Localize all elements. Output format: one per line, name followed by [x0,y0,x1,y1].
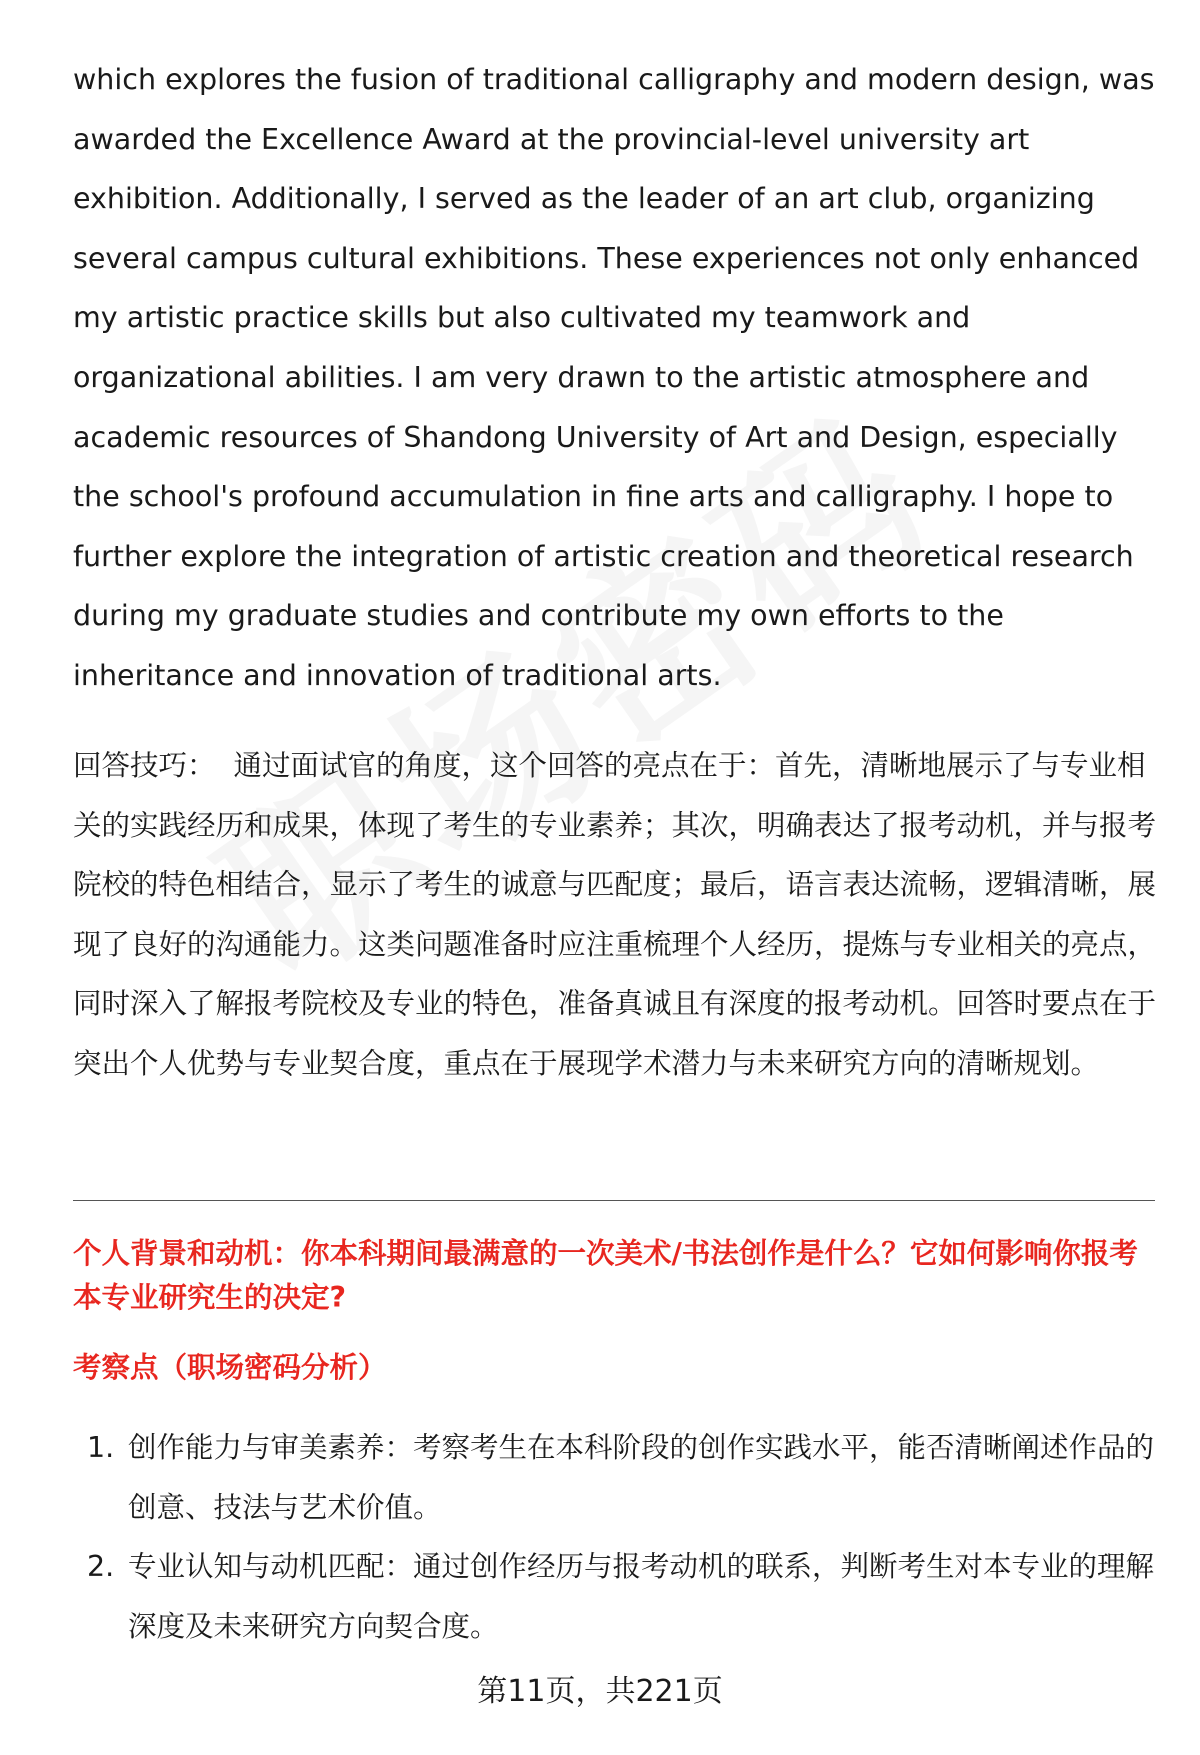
answer-tips-label: 回答技巧： [73,749,216,782]
list-item-number: 1. [87,1431,115,1464]
list-item [73,1418,1158,1537]
answer-tips-paragraph [73,736,1158,1094]
list-item [73,1537,1158,1656]
answer-paragraph-english: which explores the fusion of traditional calligraphy and modern design, was awarded the Excellence Award at the provincial-level university art exhibition. Additionally, I served as the leader of an art club, organizing several campus cultural exhibitions. These experiences not only enhanced my artistic practice skills but also cultivated my teamwork and organizational abilities. I am very drawn to the artistic atmosphere and academic resources of Shandong University of Art and Design, especially the school's profound accumulation in fine arts and calligraphy. I hope to further explore the integration of artistic creation and theoretical research during my graduate studies and contribute my own efforts to the inheritance and innovation of traditional arts. [73,63,1155,692]
assessment-points-heading: 考察点（职场密码分析） [73,1351,387,1384]
list-item-text: 专业认知与动机匹配：通过创作经历与报考动机的联系，判断考生对本专业的理解深度及未来研究方向契合度。 [128,1550,1155,1643]
answer-tips-text: 通过面试官的角度，这个回答的亮点在于：首先，清晰地展示了与专业相关的实践经历和成果，体现了考生的专业素养；其次，明确表达了报考动机，并与报考院校的特色相结合，显示了考生的诚意与匹配度；最后，语言表达流畅，逻辑清晰，展现了良好的沟通能力。这类问题准备时应注重梳理个人经历，提炼与专业相关的亮点，同时深入了解报考院校及专业的特色，准备真诚且有深度的报考动机。回答时要点在于突出个人优势与专业契合度，重点在于展现学术潜力与未来研究方向的清晰规划。 [73,749,1157,1080]
question-title: 个人背景和动机：你本科期间最满意的一次美术/书法创作是什么？它如何影响你报考本专业研究生的决定? [73,1237,1138,1314]
page-number-footer: 第11页，共221页 [477,1674,723,1709]
list-item-number: 2. [87,1550,115,1584]
section-divider [73,1200,1155,1201]
list-item-text: 创作能力与审美素养：考察考生在本科阶段的创作实践水平，能否清晰阐述作品的创意、技法与艺术价值。 [128,1431,1155,1524]
assessment-points-list [73,1418,1158,1656]
